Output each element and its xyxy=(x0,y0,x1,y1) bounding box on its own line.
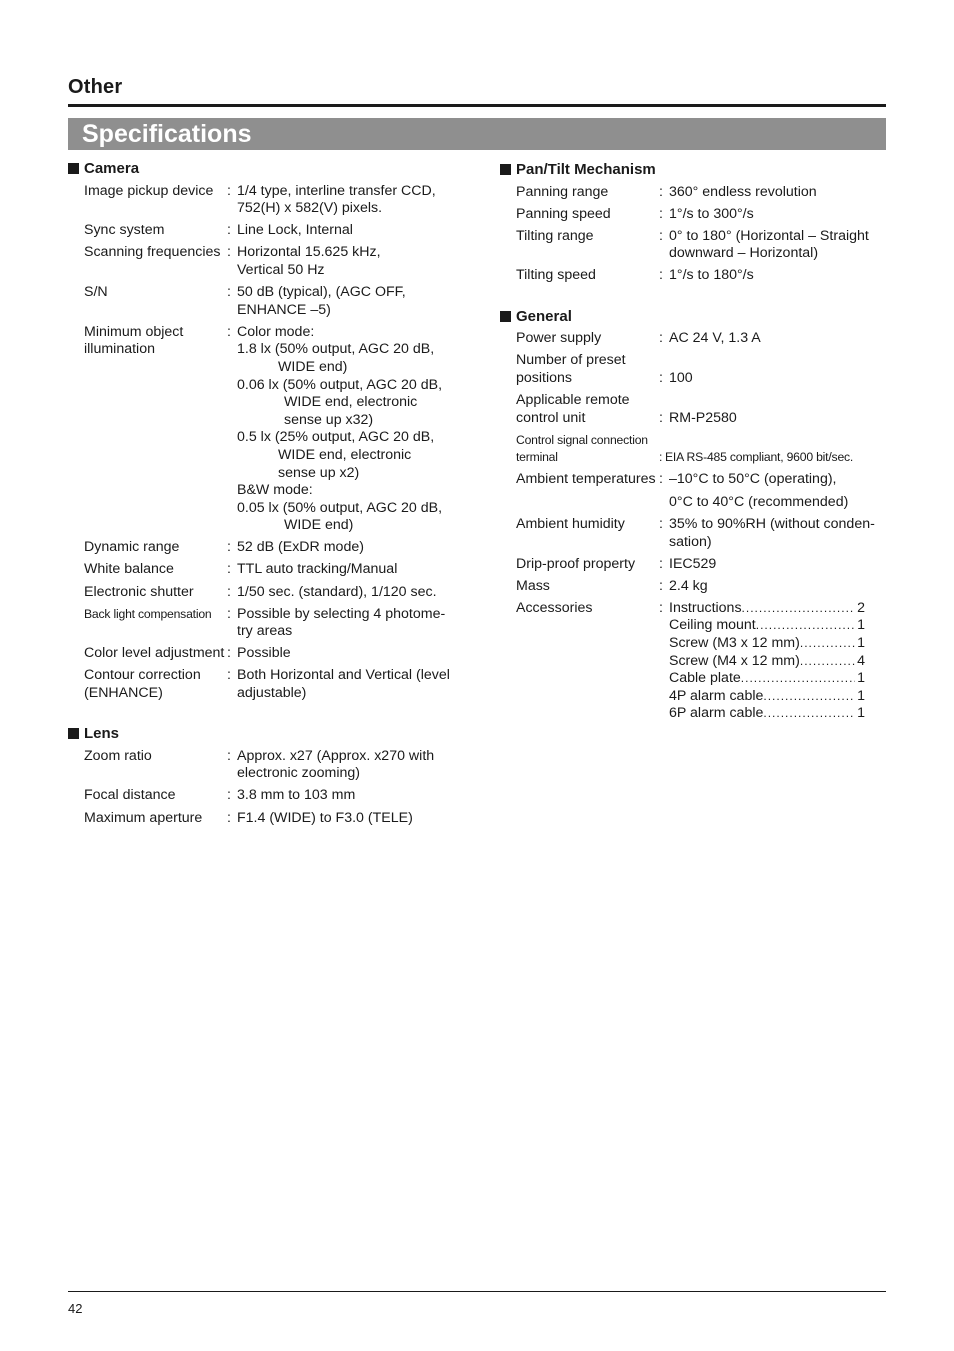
left-column xyxy=(68,160,468,832)
spec-value xyxy=(669,206,900,224)
spec-value xyxy=(669,471,900,511)
spec-row-sync xyxy=(68,222,468,240)
spec-row-panning-range xyxy=(500,184,900,202)
bottom-rule xyxy=(68,1291,886,1292)
spec-label: Panning speed xyxy=(516,205,611,222)
spec-row-temperature xyxy=(500,471,900,511)
spec-row-control-signal xyxy=(500,432,900,467)
colon: : xyxy=(227,809,231,826)
colon: : xyxy=(227,244,231,261)
leader-dots xyxy=(800,635,855,653)
spec-label: Dynamic range xyxy=(84,539,180,556)
value-line: 752(H) x 582(V) pixels. xyxy=(237,200,383,217)
colon: : xyxy=(227,645,231,662)
general-heading-text: General xyxy=(516,307,572,325)
camera-heading-text: Camera xyxy=(84,160,140,177)
colon: : xyxy=(659,577,663,594)
spec-row-preset xyxy=(500,352,900,387)
leader-dots xyxy=(756,617,855,635)
accessory-name: 6P alarm cable xyxy=(669,705,764,722)
label-line: illumination xyxy=(84,341,155,358)
value-line: EIA RS-485 compliant, 9600 bit/sec. xyxy=(665,450,854,465)
spec-value xyxy=(669,352,900,387)
accessory-name: Instructions xyxy=(669,599,742,616)
label-line: positions xyxy=(516,369,572,386)
spec-label: S/N xyxy=(84,284,108,301)
value-line: AC 24 V, 1.3 A xyxy=(669,330,761,347)
spec-value xyxy=(237,324,468,535)
spec-value xyxy=(237,606,468,641)
colon: : xyxy=(659,599,663,616)
value-line: Possible by selecting 4 photome- xyxy=(237,605,446,622)
spec-label xyxy=(68,667,227,702)
value-line: 0.05 lx (50% output, AGC 20 dB, xyxy=(237,499,443,516)
spec-row-shutter xyxy=(68,584,468,602)
spec-label: Maximum aperture xyxy=(84,809,203,826)
colon: : xyxy=(659,227,663,244)
spec-value xyxy=(669,556,900,574)
label-line: terminal xyxy=(516,450,558,465)
value-line: electronic zooming) xyxy=(237,765,361,782)
lens-heading xyxy=(68,725,468,743)
value-line: Color mode: xyxy=(237,323,315,340)
value-line: 3.8 mm to 103 mm xyxy=(237,787,356,804)
value-line: 1°/s to 300°/s xyxy=(669,205,754,222)
label-line: control unit xyxy=(516,409,586,426)
value-line: Approx. x27 (Approx. x270 with xyxy=(237,747,435,764)
spec-label: White balance xyxy=(84,561,174,578)
spec-label: Tilting speed xyxy=(516,267,596,284)
spec-value xyxy=(665,432,900,467)
leader-dots xyxy=(742,600,856,618)
accessory-item xyxy=(669,635,865,653)
accessory-qty: 2 xyxy=(857,599,865,616)
spec-row-backlight xyxy=(68,606,468,641)
spec-row-sn xyxy=(68,284,468,319)
colon: : xyxy=(227,787,231,804)
value-line: B&W mode: xyxy=(237,482,313,499)
spec-label: Drip-proof property xyxy=(516,555,636,572)
spec-value xyxy=(237,584,468,602)
colon: : xyxy=(227,747,231,764)
spec-value xyxy=(237,183,468,218)
colon: : xyxy=(659,450,663,465)
colon: : xyxy=(659,183,663,200)
colon: : xyxy=(659,409,663,426)
spec-label: Ambient humidity xyxy=(516,516,625,532)
spec-label xyxy=(500,432,659,467)
spec-label: Panning range xyxy=(516,183,609,200)
accessory-name: Cable plate xyxy=(669,670,741,687)
spec-label: Sync system xyxy=(84,222,165,239)
page-number: 42 xyxy=(68,1301,83,1316)
spec-value xyxy=(669,267,900,285)
label-line: (ENHANCE) xyxy=(84,685,163,702)
top-rule xyxy=(68,104,886,107)
value-line: ENHANCE –5) xyxy=(237,301,331,318)
accessory-item xyxy=(669,705,865,723)
page-title: Specifications xyxy=(82,120,252,148)
spec-value xyxy=(237,244,468,279)
leader-dots xyxy=(800,653,855,671)
spec-value xyxy=(669,578,900,596)
spec-row-focal xyxy=(68,787,468,805)
leader-dots xyxy=(763,688,855,706)
value-line: downward – Horizontal) xyxy=(669,245,819,262)
label-line: Minimum object xyxy=(84,323,184,340)
value-line: Vertical 50 Hz xyxy=(237,261,325,278)
value-line: 100 xyxy=(669,369,693,386)
colon: : xyxy=(659,205,663,222)
colon: : xyxy=(659,330,663,347)
spec-row-remote xyxy=(500,392,900,427)
label-line: Applicable remote xyxy=(516,391,630,408)
colon: : xyxy=(659,516,663,532)
spec-value xyxy=(237,810,468,828)
value-line: 1/50 sec. (standard), 1/120 sec. xyxy=(237,583,437,600)
spec-label: Tilting range xyxy=(516,227,594,244)
colon: : xyxy=(659,369,663,386)
section-label: Other xyxy=(68,76,123,98)
value-line: sense up x32) xyxy=(284,411,374,428)
lens-heading-text: Lens xyxy=(84,725,120,743)
colon: : xyxy=(227,284,231,301)
spec-label: Accessories xyxy=(516,599,593,616)
spec-value xyxy=(669,330,900,348)
bullet-square-icon xyxy=(68,163,79,174)
accessory-item xyxy=(669,670,865,688)
accessory-name: Ceiling mount xyxy=(669,617,756,634)
value-line: Horizontal 15.625 kHz, xyxy=(237,244,381,261)
spec-row-scanning xyxy=(68,244,468,279)
accessory-qty: 1 xyxy=(857,670,865,687)
spec-row-panning-speed xyxy=(500,206,900,224)
spec-row-illumination xyxy=(68,324,468,535)
value-line: F1.4 (WIDE) to F3.0 (TELE) xyxy=(237,809,413,826)
general-heading xyxy=(500,308,900,326)
accessory-qty: 1 xyxy=(857,687,865,704)
value-line: WIDE end) xyxy=(278,358,348,375)
leader-dots xyxy=(763,705,855,723)
value-line: 1/4 type, interline transfer CCD, xyxy=(237,182,436,199)
accessory-qty: 1 xyxy=(857,635,865,652)
spec-value xyxy=(237,539,468,557)
spec-row-contour xyxy=(68,667,468,702)
spec-label xyxy=(500,352,659,387)
value-line: TTL auto tracking/Manual xyxy=(237,561,398,578)
value-line: sation) xyxy=(669,533,712,550)
accessory-qty: 1 xyxy=(857,705,865,722)
pantilt-heading-text: Pan/Tilt Mechanism xyxy=(516,161,656,178)
spec-row-power xyxy=(500,330,900,348)
spec-label: Scanning frequencies xyxy=(84,244,221,261)
spec-label: Zoom ratio xyxy=(84,747,152,764)
value-line: adjustable) xyxy=(237,685,307,702)
value-line: 0.5 lx (25% output, AGC 20 dB, xyxy=(237,429,435,446)
spec-row-white-balance xyxy=(68,561,468,579)
camera-heading xyxy=(68,160,468,178)
colon: : xyxy=(227,605,231,622)
spec-row-drip-proof xyxy=(500,556,900,574)
value-line: 0°C to 40°C (recommended) xyxy=(669,493,849,510)
value-line: WIDE end, electronic xyxy=(284,394,418,411)
spec-label xyxy=(68,324,227,535)
value-line: 1°/s to 180°/s xyxy=(669,267,754,284)
spec-value xyxy=(669,392,900,427)
colon: : xyxy=(659,555,663,572)
pantilt-heading xyxy=(500,161,900,179)
spec-row-tilting-speed xyxy=(500,267,900,285)
spec-value xyxy=(237,645,468,663)
value-line: 360° endless revolution xyxy=(669,183,817,200)
accessory-qty: 4 xyxy=(857,652,865,669)
colon: : xyxy=(227,583,231,600)
spec-label: Back light compensation xyxy=(84,606,212,621)
accessory-item xyxy=(669,600,865,618)
colon: : xyxy=(659,267,663,284)
spec-row-humidity xyxy=(500,516,900,551)
value-line: sense up x2) xyxy=(278,464,360,481)
spec-label: Mass xyxy=(516,577,550,594)
value-line: IEC529 xyxy=(669,555,717,572)
spec-value xyxy=(237,561,468,579)
colon: : xyxy=(659,471,663,488)
leader-dots xyxy=(741,670,855,688)
spec-value xyxy=(237,748,468,783)
spec-value xyxy=(669,516,900,551)
value-line: 1.8 lx (50% output, AGC 20 dB, xyxy=(237,341,435,358)
spec-row-accessories xyxy=(500,600,900,723)
spec-label: Color level adjustment xyxy=(84,645,225,662)
spec-label xyxy=(500,392,659,427)
spec-row-tilting-range xyxy=(500,228,900,263)
value-line: –10°C to 50°C (operating), xyxy=(669,471,837,488)
bullet-square-icon xyxy=(68,728,79,739)
spec-value xyxy=(237,222,468,240)
label-line: Contour correction xyxy=(84,667,201,684)
colon: : xyxy=(227,182,231,199)
colon: : xyxy=(227,539,231,556)
spec-label: Ambient temperatures xyxy=(516,471,656,488)
spec-row-dynamic-range xyxy=(68,539,468,557)
right-column xyxy=(500,161,900,728)
spec-row-zoom xyxy=(68,748,468,783)
accessory-list xyxy=(669,600,900,723)
value-line: Possible xyxy=(237,645,291,662)
accessory-name: Screw (M3 x 12 mm) xyxy=(669,635,800,652)
value-line: Both Horizontal and Vertical (level xyxy=(237,667,450,684)
accessory-item xyxy=(669,653,865,671)
value-line: 0.06 lx (50% output, AGC 20 dB, xyxy=(237,376,443,393)
value-line: try areas xyxy=(237,623,293,640)
accessory-item xyxy=(669,688,865,706)
value-line: 35% to 90%RH (without conden- xyxy=(669,516,875,532)
value-line: RM-P2580 xyxy=(669,409,737,426)
spec-value xyxy=(237,787,468,805)
value-line: WIDE end, electronic xyxy=(278,446,412,463)
spec-row-mass xyxy=(500,578,900,596)
colon: : xyxy=(227,323,231,340)
bullet-square-icon xyxy=(500,164,511,175)
spec-value xyxy=(669,184,900,202)
spec-value xyxy=(669,228,900,263)
value-line: 0° to 180° (Horizontal – Straight xyxy=(669,227,869,244)
value-line: 2.4 kg xyxy=(669,577,708,594)
accessory-name: 4P alarm cable xyxy=(669,687,764,704)
accessory-name: Screw (M4 x 12 mm) xyxy=(669,652,800,669)
colon: : xyxy=(227,561,231,578)
colon: : xyxy=(227,667,231,684)
colon: : xyxy=(227,222,231,239)
spec-label: Power supply xyxy=(516,330,602,347)
spec-row-image-pickup xyxy=(68,183,468,218)
bullet-square-icon xyxy=(500,311,511,322)
value-line: Line Lock, Internal xyxy=(237,222,353,239)
spec-label: Focal distance xyxy=(84,787,176,804)
spec-row-aperture xyxy=(68,810,468,828)
value-line: 52 dB (ExDR mode) xyxy=(237,539,364,556)
accessory-qty: 1 xyxy=(857,617,865,634)
spec-label: Image pickup device xyxy=(84,182,214,199)
accessory-item xyxy=(669,617,865,635)
spec-row-color-level xyxy=(68,645,468,663)
value-line: WIDE end) xyxy=(284,517,354,534)
spec-label: Electronic shutter xyxy=(84,583,194,600)
title-bar xyxy=(68,118,886,150)
value-line: 50 dB (typical), (AGC OFF, xyxy=(237,284,406,301)
label-line: Number of preset xyxy=(516,352,626,369)
spec-value xyxy=(237,667,468,702)
label-line: Control signal connection xyxy=(516,432,648,447)
spec-value xyxy=(237,284,468,319)
